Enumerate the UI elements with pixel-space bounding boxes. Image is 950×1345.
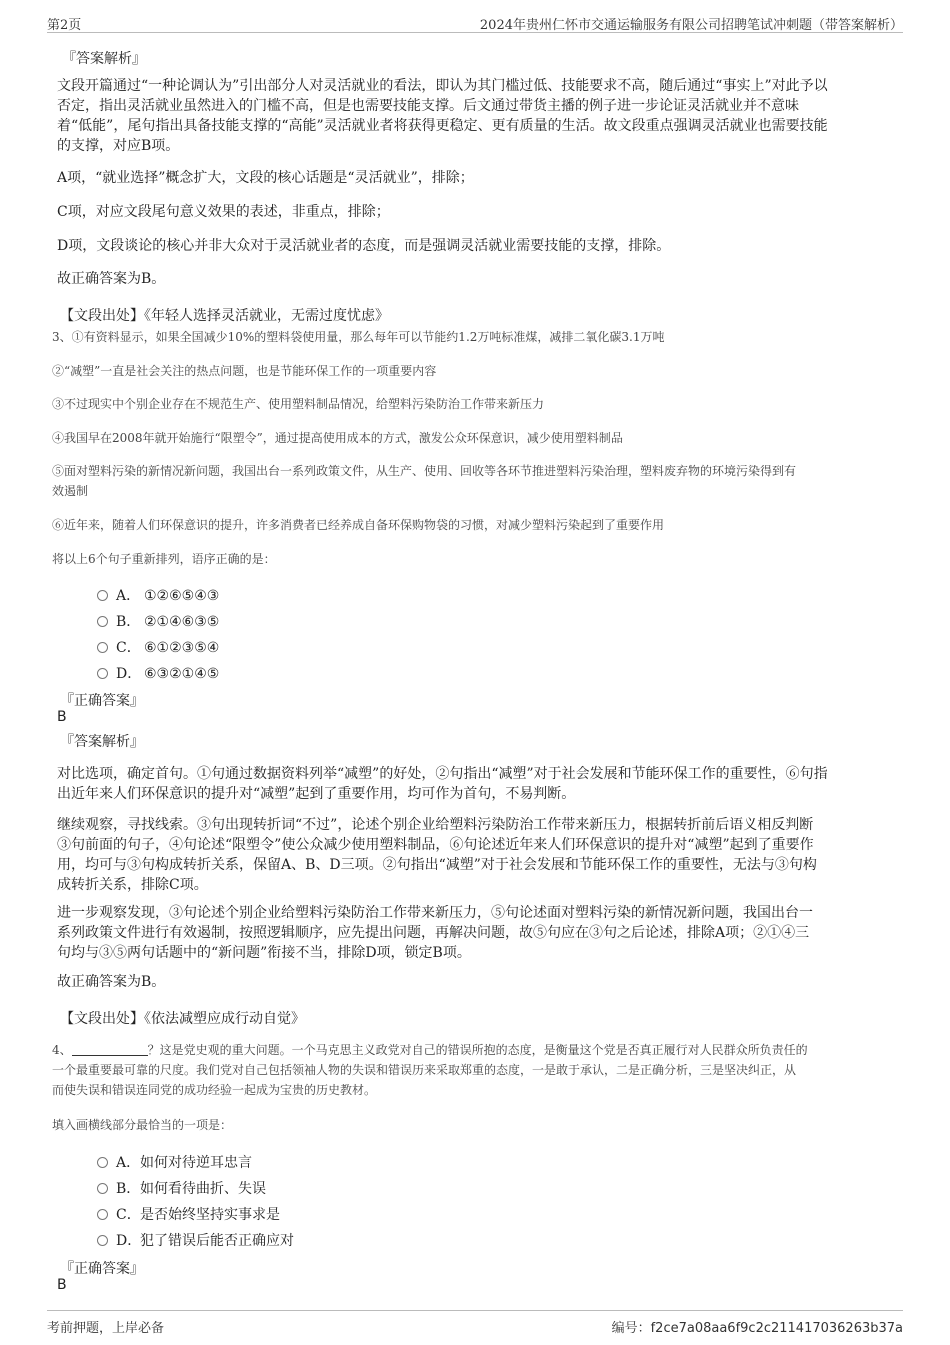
q2-analysis-paragraph [57, 56, 907, 156]
q2-analysis-c: C项，对应文段尾句意义效果的表述，非重点，排除； [57, 204, 390, 220]
radio-icon[interactable] [97, 668, 108, 679]
text-line: 效遏制 [52, 484, 89, 498]
q3-sentence-2: ②“减塑”一直是社会关注的热点问题，也是节能环保工作的一项重要内容 [52, 364, 437, 378]
option-letter: C． [116, 640, 141, 656]
option-text: ⑥③②①④⑤ [144, 666, 220, 682]
q3-analysis-para-3 [57, 903, 907, 963]
radio-icon[interactable] [97, 1183, 108, 1194]
radio-icon[interactable] [97, 590, 108, 601]
text-line: 对比选项，确定首句。①句通过数据资料列举“减塑”的好处，②句指出“减塑”对于社会发展和节能环保工作的重要性，⑥句指 [57, 766, 828, 782]
q4-stem [52, 1040, 902, 1100]
text-line: 系列政策文件进行有效遏制，按照逻辑顺序，应先提出问题，再解决问题，故⑤句应在③句之后论述，排除A项；②①④三 [57, 925, 810, 941]
radio-icon[interactable] [97, 642, 108, 653]
q3-sentence-3: ③不过现实中个别企业存在不规范生产、使用塑料制品情况，给塑料污染防治工作带来新压力 [52, 397, 545, 411]
text-line: 用，均可与③句构成转折关系，保留A、B、D三项。②句指出“减塑”对于社会发展和节能环保工作的重要性，无法与③句构 [57, 857, 817, 873]
q3-option-a[interactable] [97, 585, 219, 605]
q3-answer: B [57, 709, 67, 725]
text-line: 句均与③⑤两句话题中的“新问题”衔接不当，排除D项，锁定B项。 [57, 945, 471, 961]
option-text: 如何看待曲折、失误 [140, 1181, 266, 1197]
page-footer [47, 1310, 903, 1337]
analysis-heading: 『答案解析』 [62, 51, 146, 67]
text-line: 着“低能”，尾句指出具备技能支撑的“高能”灵活就业者将获得更稳定、更有质量的生活。故文段重点强调灵活就业也需要技能 [57, 118, 828, 134]
radio-icon[interactable] [97, 1209, 108, 1220]
footer-slogan: 考前押题，上岸必备 [47, 1321, 165, 1336]
q2-analysis-a: A项，“就业选择”概念扩大，文段的核心话题是“灵活就业”，排除； [57, 170, 474, 186]
q4-option-d[interactable] [97, 1230, 294, 1250]
q3-option-d[interactable] [97, 663, 219, 683]
q4-option-b[interactable] [97, 1178, 266, 1198]
option-text: 是否始终坚持实事求是 [140, 1207, 280, 1223]
q3-conclusion: 故正确答案为B。 [57, 974, 166, 990]
text-line: 出近年来人们环保意识的提升对“减塑”起到了重要作用，均可作为首句，不易判断。 [57, 786, 576, 802]
q4-answer: B [57, 1277, 67, 1293]
option-text: ①②⑥⑤④③ [144, 588, 220, 604]
code-label: 编号： [611, 1321, 651, 1336]
q2-analysis-d: D项，文段谈论的核心并非大众对于灵活就业者的态度，而是强调灵活就业需要技能的支撑，排除。 [57, 238, 671, 254]
text-line: 一个最重要最可靠的尺度。我们党对自己包括领袖人物的失误和错误历来采取郑重的态度，一是敢于承认，二是正确分析，三是坚决纠正，从 [52, 1063, 797, 1077]
q3-option-b[interactable] [97, 611, 219, 631]
option-text: ②①④⑥③⑤ [144, 614, 220, 630]
q3-sentence-5 [52, 461, 796, 501]
radio-icon[interactable] [97, 1157, 108, 1168]
q2-source: 【文段出处】《年轻人选择灵活就业，无需过度忧虑》 [60, 308, 389, 324]
fill-blank [72, 1055, 148, 1056]
text-line: 成转折关系，排除C项。 [57, 877, 208, 893]
option-text: 犯了错误后能否正确应对 [140, 1233, 294, 1249]
radio-icon[interactable] [97, 616, 108, 627]
text-line: ⑤面对塑料污染的新情况新问题，我国出台一系列政策文件，从生产、使用、回收等各环节推进塑料污染治理，塑料废弃物的环境污染得到有 [52, 464, 797, 478]
q4-answer-heading: 『正确答案』 [60, 1261, 144, 1277]
option-letter: B． [116, 1181, 141, 1197]
option-letter: A． [116, 588, 141, 604]
text-line: 的支撑，对应B项。 [57, 138, 180, 154]
q3-sentence-4: ④我国早在2008年就开始施行“限塑令”，通过提高使用成本的方式，激发公众环保意识，减少使用塑料制品 [52, 431, 623, 445]
text-line: 而使失误和错误连同党的成功经验一起成为宝贵的历史教材。 [52, 1083, 377, 1097]
option-letter: A． [116, 1155, 141, 1171]
text-line: 继续观察，寻找线索。③句出现转折词“不过”，论述个别企业给塑料污染防治工作带来新压力，根据转折前后语义相反判断 [57, 817, 814, 833]
q3-sentence-1: 3、①有资料显示，如果全国减少10%的塑料袋使用量，那么每年可以节能约1.2万吨标准煤，减排二氧化碳3.1万吨 [52, 330, 665, 344]
code-value: f2ce7a08aa6f9c2c211417036263b37a [650, 1321, 903, 1336]
text-line: ？这是党史观的重大问题。一个马克思主义政党对自己的错误所抱的态度，是衡量这个党是否真正履行对人民群众所负责任的 [147, 1043, 808, 1057]
q4-prompt: 填入画横线部分最恰当的一项是： [52, 1118, 233, 1132]
q3-analysis-para-1 [57, 764, 907, 804]
q3-analysis-para-2 [57, 815, 907, 895]
radio-icon[interactable] [97, 1235, 108, 1246]
q3-prompt: 将以上6个句子重新排列，语序正确的是： [52, 552, 276, 566]
document-title: 2024年贵州仁怀市交通运输服务有限公司招聘笔试冲刺题（带答案解析） [479, 18, 903, 33]
text-line: 否定，指出灵活就业虽然进入的门槛不高，但是也需要技能支撑。后文通过带货主播的例子进一步论证灵活就业并不意味 [57, 98, 799, 114]
q4-option-c[interactable] [97, 1204, 280, 1224]
q4-option-a[interactable] [97, 1152, 252, 1172]
text-line: 文段开篇通过“一种论调认为”引出部分人对灵活就业的看法，即认为其门槛过低、技能要求不高，随后通过“事实上”对此予以 [57, 78, 828, 94]
text-line: ③句前面的句子，④句论述“限塑令”使公众减少使用塑料制品，⑥句论述近年来人们环保意识的提升对“减塑”起到了重要作 [57, 837, 814, 853]
q3-sentence-6: ⑥近年来，随着人们环保意识的提升，许多消费者已经养成自备环保购物袋的习惯，对减少塑料污染起到了重要作用 [52, 518, 665, 532]
option-letter: D． [116, 1233, 142, 1249]
q3-analysis-heading: 『答案解析』 [60, 734, 144, 750]
option-text: 如何对待逆耳忠言 [140, 1155, 252, 1171]
page-header [47, 10, 903, 33]
q3-option-c[interactable] [97, 637, 219, 657]
q3-source: 【文段出处】《依法减塑应成行动自觉》 [60, 1011, 305, 1027]
page-number: 第2页 [47, 18, 82, 33]
footer-code [612, 1317, 903, 1336]
option-text: ⑥①②③⑤④ [144, 640, 220, 656]
option-letter: D． [116, 666, 142, 682]
option-letter: B． [116, 614, 141, 630]
q3-answer-heading: 『正确答案』 [60, 693, 144, 709]
q2-conclusion: 故正确答案为B。 [57, 271, 166, 287]
option-letter: C． [116, 1207, 141, 1223]
text-line: 进一步观察发现，③句论述个别企业给塑料污染防治工作带来新压力，⑤句论述面对塑料污染的新情况新问题，我国出台一 [57, 905, 813, 921]
question-number: 4、 [52, 1043, 72, 1057]
